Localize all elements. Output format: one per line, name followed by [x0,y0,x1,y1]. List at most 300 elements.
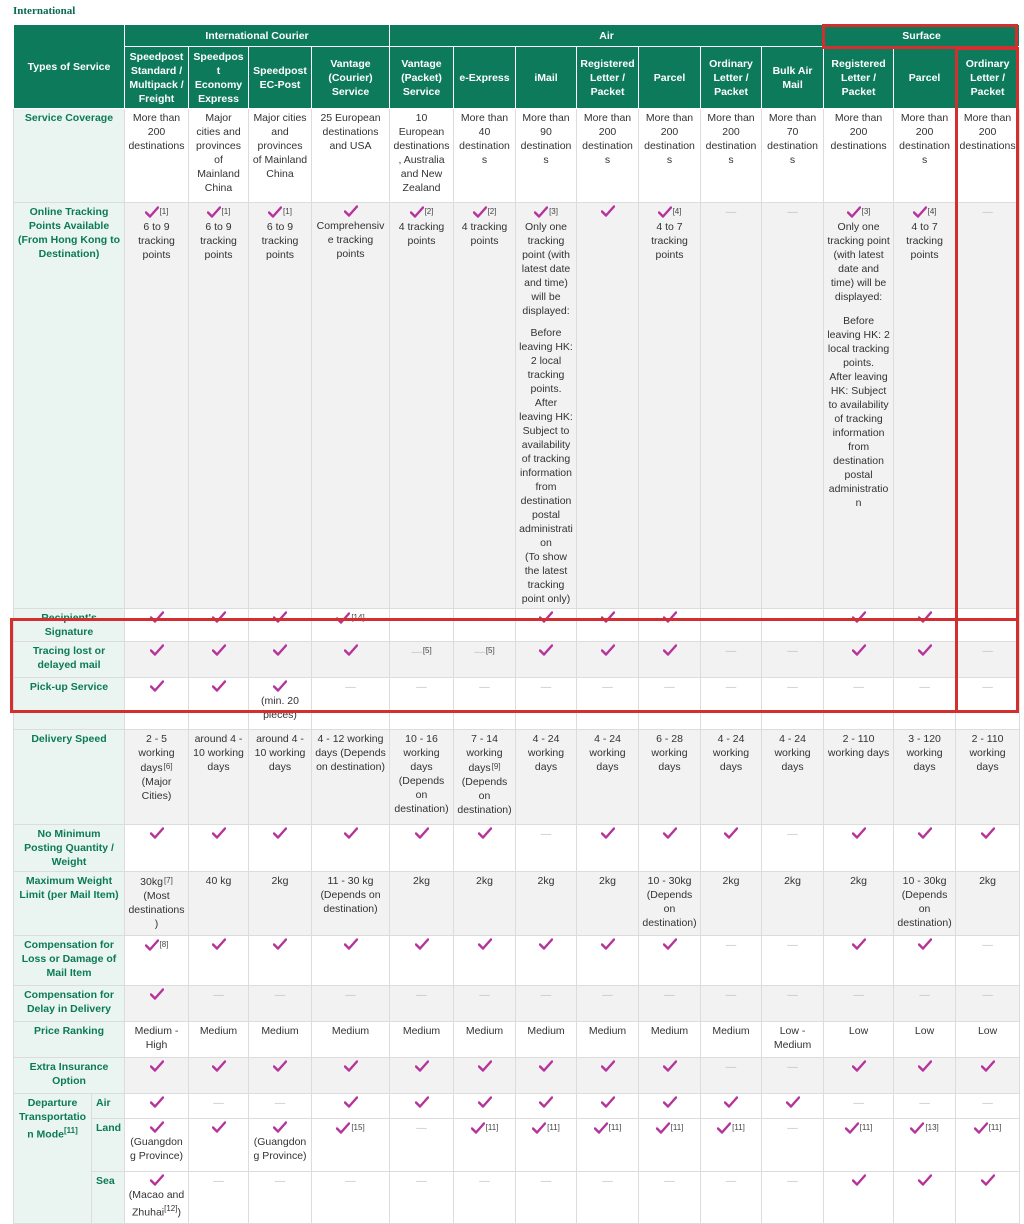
footnote-ref: [1] [283,207,292,216]
check-icon [663,827,677,839]
row-min-posting [14,825,1020,872]
table-cell [249,678,312,730]
row-label [14,986,125,1022]
check-icon [268,206,282,218]
table-cell [956,642,1020,678]
check-icon [981,1060,995,1072]
table-cell [701,936,762,986]
dash-icon: — [474,646,485,658]
check-icon [918,827,932,839]
dash-icon: — [416,681,427,693]
check-icon [539,1060,553,1072]
table-cell [189,1094,249,1119]
check-icon [478,938,492,950]
dash-icon: — [411,646,422,658]
row-tracking [14,203,1020,609]
cell-text: 4 tracking points [398,221,445,247]
table-cell [516,1022,577,1058]
table-cell [894,642,956,678]
dash-icon: — [982,645,993,657]
table-cell [454,203,516,609]
cell-text: Medium - High [134,1025,179,1051]
check-icon [663,1060,677,1072]
table-cell [249,1058,312,1094]
check-icon [212,1060,226,1072]
table-cell [701,609,762,642]
check-icon [852,1174,866,1186]
row-departure-air [14,1094,1020,1119]
table-cell [312,872,390,936]
dash-icon: — [787,206,798,218]
row-label-text: Recipient's Signature [41,612,97,638]
cell-text: 6 to 9 tracking points [261,221,299,261]
cell-text: 4 - 24 working days [712,733,750,773]
row-label [14,609,125,642]
table-cell [390,203,454,609]
table-cell [824,986,894,1022]
table-cell [312,1022,390,1058]
check-icon [539,611,553,623]
table-cell [390,1058,454,1094]
check-icon [918,1174,932,1186]
table-cell [956,1022,1020,1058]
dash-icon: — [416,989,427,1001]
dash-icon: — [787,1122,798,1134]
check-icon [717,1122,731,1134]
dash-icon: — [853,989,864,1001]
dash-icon: — [540,681,552,693]
check-icon [601,1096,615,1108]
cell-text: More than 200 destinations [899,112,950,166]
footnote-ref: [14] [351,613,365,622]
table-cell [894,678,956,730]
check-icon [539,1096,553,1108]
cell-text: 30kg [140,876,163,888]
check-icon [539,644,553,656]
service-header: Bulk Air Mail [762,47,824,109]
imail-tracking-line: After leaving HK: Subject to availability of tracking information from destination postal administration [519,397,573,549]
check-icon [601,938,615,950]
table-cell [390,609,454,642]
check-icon [601,611,615,623]
row-label-text: Price Ranking [33,1025,105,1037]
cell-text: 4 - 12 working days (Depends on destination) [315,733,386,773]
check-icon [150,1096,164,1108]
table-cell [516,825,577,872]
table-cell [701,1058,762,1094]
check-icon [150,611,164,623]
table-cell [577,1094,639,1119]
table-cell [701,872,762,936]
footnote-ref: [7] [163,876,173,885]
group-surface: Surface [824,25,1020,47]
row-pickup [14,678,1020,730]
service-header: Vantage (Packet) Service [390,47,454,109]
table-cell [956,1119,1020,1172]
table-cell [762,872,824,936]
table-cell [762,1094,824,1119]
service-header: Registered Letter / Packet [824,47,894,109]
check-icon [336,612,350,624]
table-cell [639,1172,701,1224]
check-icon [845,1122,859,1134]
table-cell [824,872,894,936]
dash-icon: — [274,1175,286,1187]
cell-text: More than 90 destinations [520,112,572,166]
check-icon [663,1096,677,1108]
table-cell [249,730,312,825]
check-icon [150,1174,164,1186]
check-icon [273,1060,287,1072]
cell-text: 4 - 24 working days [774,733,811,773]
service-header: Ordinary Letter / Packet [701,47,762,109]
cell-text: 4 - 24 working days [589,733,626,773]
table-cell [516,1119,577,1172]
table-cell [312,730,390,825]
cell-text: 10 - 30kg (Depends on destination) [897,875,952,929]
cell-text: Comprehensive tracking points [316,220,385,260]
table-cell [894,1022,956,1058]
cell-text: 4 tracking points [461,221,508,247]
check-icon [212,827,226,839]
table-cell [762,730,824,825]
table-cell [577,642,639,678]
cell-text: 10 - 30kg (Depends on destination) [642,875,697,929]
cell-text: around 4 - 10 working days [254,733,306,773]
check-icon [852,644,866,656]
dash-icon: — [274,1097,286,1109]
footnote-ref: [5] [485,646,495,655]
footnote-ref: [9] [491,762,501,771]
cell-text: 2kg [599,875,616,887]
check-icon [663,644,677,656]
service-header: Parcel [639,47,701,109]
cell-text: Low [848,1025,869,1037]
cell-text: 6 - 28 working days [651,733,688,773]
table-cell [390,1094,454,1119]
footnote-ref: [2] [487,207,497,216]
check-icon [273,1121,287,1133]
check-icon [658,206,672,218]
table-cell [516,609,577,642]
check-icon [273,611,287,623]
cell-text: More than 200 destinations [644,112,695,166]
cell-text: 2 - 110 working days [827,733,890,759]
check-icon [336,1122,350,1134]
service-header: Speedpost Economy Express [189,47,249,109]
check-icon [981,1174,995,1186]
table-cell [189,936,249,986]
table-cell [894,203,956,609]
dash-icon: — [479,681,490,693]
check-icon [150,644,164,656]
table-cell [454,1022,516,1058]
table-cell [824,1022,894,1058]
check-icon [918,611,932,623]
cell-text: Medium [402,1025,441,1037]
dash-icon: — [479,989,490,1001]
row-label [14,730,125,825]
table-cell [639,609,701,642]
table-cell [577,825,639,872]
table-cell [390,986,454,1022]
table-cell [390,109,454,203]
table-cell [390,1119,454,1172]
table-cell [125,1172,189,1224]
cell-text: 2kg [850,875,868,887]
table-cell [639,203,701,609]
table-cell [189,1172,249,1224]
row-label [14,642,125,678]
table-cell [956,986,1020,1022]
service-header: Speedpost EC-Post [249,47,312,109]
table-cell [189,872,249,936]
table-cell [894,872,956,936]
table-cell [894,986,956,1022]
footnote-ref: [13] [925,1123,939,1132]
footnote-ref: [8] [159,940,169,949]
row-label-text: No Minimum Posting Quantity / Weight [24,828,114,868]
footnote-ref: [5] [422,646,432,655]
row-label-text: Online Tracking Points Available (From Hong Kong to Destination) [17,206,121,260]
check-icon [534,206,548,218]
dash-icon: — [787,612,798,624]
cell-text: 6 to 9 tracking points [200,221,237,261]
table-cell [249,1094,312,1119]
check-icon [415,1096,429,1108]
cell-text: 10 European destinations, Australia and New Zealand [393,112,450,194]
row-label [14,1058,125,1094]
footnote-ref: [2] [424,207,434,216]
service-header: iMail [516,47,577,109]
check-icon [601,827,615,839]
check-icon [344,1060,358,1072]
table-cell [956,609,1020,642]
dash-icon: — [602,681,613,693]
table-cell [701,109,762,203]
table-cell [762,1119,824,1172]
table-cell [577,730,639,825]
table-cell [577,986,639,1022]
cell-text: 11 - 30 kg (Depends on destination) [320,875,381,915]
check-icon [344,1096,358,1108]
row-label [14,936,125,986]
check-icon [910,1122,924,1134]
row-label [14,1094,125,1224]
dash-icon: — [479,612,490,624]
table-cell [454,642,516,678]
table-cell [454,609,516,642]
table-cell [762,1022,824,1058]
footnote-ref: [11] [732,1123,745,1132]
check-icon [594,1122,608,1134]
table-cell [639,678,701,730]
table-cell [312,203,390,609]
table-cell [639,986,701,1022]
table-cell [390,1172,454,1224]
surface-tracking-line: After leaving HK: Subject to availability of tracking information from destination postal administration [828,371,889,509]
table-cell [189,678,249,730]
service-header: Parcel [894,47,956,109]
table-cell [189,1058,249,1094]
table-cell [312,825,390,872]
check-icon [207,206,221,218]
table-cell [639,1094,701,1119]
dash-icon: — [725,206,737,218]
check-icon [212,644,226,656]
dash-icon: — [345,1175,356,1187]
table-cell [189,109,249,203]
cell-text: 2kg [784,875,801,887]
table-cell [516,109,577,203]
table-cell [577,936,639,986]
table-cell [249,203,312,609]
table-cell [516,872,577,936]
table-cell [894,1058,956,1094]
check-icon [150,1121,164,1133]
table-cell [125,872,189,936]
check-icon [724,827,738,839]
table-cell [125,642,189,678]
check-icon [724,1096,738,1108]
dash-icon: — [416,1175,427,1187]
check-icon [410,206,424,218]
cell-text: Medium [650,1025,689,1037]
check-icon [974,1122,988,1134]
dash-icon: — [787,645,798,657]
table-cell [639,1022,701,1058]
table-cell [639,1119,701,1172]
table-cell [824,609,894,642]
table-cell [516,936,577,986]
check-icon [145,939,159,951]
dash-icon: — [919,681,930,693]
row-label-text: Delivery Speed [31,733,107,745]
table-cell [312,609,390,642]
service-header: Speedpost Standard / Multipack / Freight [125,47,189,109]
table-cell [390,825,454,872]
table-cell [956,678,1020,730]
table-cell [454,730,516,825]
row-label-text: Compensation for Loss or Damage of Mail Item [21,939,117,979]
dash-icon: — [213,1175,224,1187]
table-cell [762,936,824,986]
check-icon [601,1060,615,1072]
table-cell [762,678,824,730]
dash-icon: — [274,989,286,1001]
service-comparison-table [13,24,1020,1224]
check-icon [344,938,358,950]
table-cell [701,642,762,678]
dash-icon: — [416,612,427,624]
dash-icon: — [213,1097,224,1109]
table-cell [312,1119,390,1172]
check-icon [273,680,287,692]
row-signature [14,609,1020,642]
table-cell [701,730,762,825]
table-cell [701,1094,762,1119]
table-cell [956,825,1020,872]
footnote-ref: [11] [670,1123,684,1132]
cell-text: Medium [331,1025,370,1037]
table-cell [639,825,701,872]
footnote-ref: [11] [608,1123,622,1132]
cell-text: 7 - 14 working days [466,733,503,774]
check-icon [145,206,159,218]
page-title: International [13,5,76,17]
table-cell [824,825,894,872]
check-icon [415,827,429,839]
footnote-ref: [15] [351,1123,365,1132]
table-cell [125,936,189,986]
cell-text: 2kg [722,875,740,887]
dash-icon: — [664,681,675,693]
table-cell [125,1022,189,1058]
table-cell [312,1094,390,1119]
row-label [14,678,125,730]
table-cell [956,936,1020,986]
check-icon [471,1122,485,1134]
dash-icon: — [725,645,737,657]
footnote-ref: [11] [988,1123,1002,1132]
table-cell [454,872,516,936]
dash-icon: — [725,681,737,693]
dash-icon: — [540,828,552,840]
footnote-ref: [3] [549,207,558,216]
check-icon [212,1121,226,1133]
table-cell [639,730,701,825]
table-cell [639,642,701,678]
table-cell [390,642,454,678]
service-header: e-Express [454,47,516,109]
table-cell [894,1172,956,1224]
table-cell [516,1058,577,1094]
check-icon [981,827,995,839]
dash-icon: — [982,939,993,951]
dash-icon: — [540,1175,552,1187]
check-icon [847,206,861,218]
check-icon [150,680,164,692]
table-cell [189,609,249,642]
cell-text: 2kg [476,875,493,887]
dash-icon: — [602,989,613,1001]
dash-icon: — [787,681,798,693]
check-icon [786,1096,800,1108]
table-cell [125,678,189,730]
row-max-weight [14,872,1020,936]
table-cell [189,730,249,825]
table-cell [390,730,454,825]
cell-text: (Guangdong Province) [129,1136,184,1162]
check-icon [344,644,358,656]
check-icon [656,1122,670,1134]
cell-text: 2kg [413,875,430,887]
dash-icon: — [787,939,798,951]
departure-sea-label: Sea [96,1175,115,1187]
table-cell [516,203,577,609]
table-cell [189,642,249,678]
check-icon [539,938,553,950]
footnote-ref: [3] [861,207,871,216]
table-cell [577,609,639,642]
table-cell [454,1119,516,1172]
table-cell [824,203,894,609]
table-cell [189,1022,249,1058]
table-cell [824,936,894,986]
footnote-ref: [4] [672,207,682,216]
dash-icon: — [982,681,993,693]
table-cell [390,1022,454,1058]
